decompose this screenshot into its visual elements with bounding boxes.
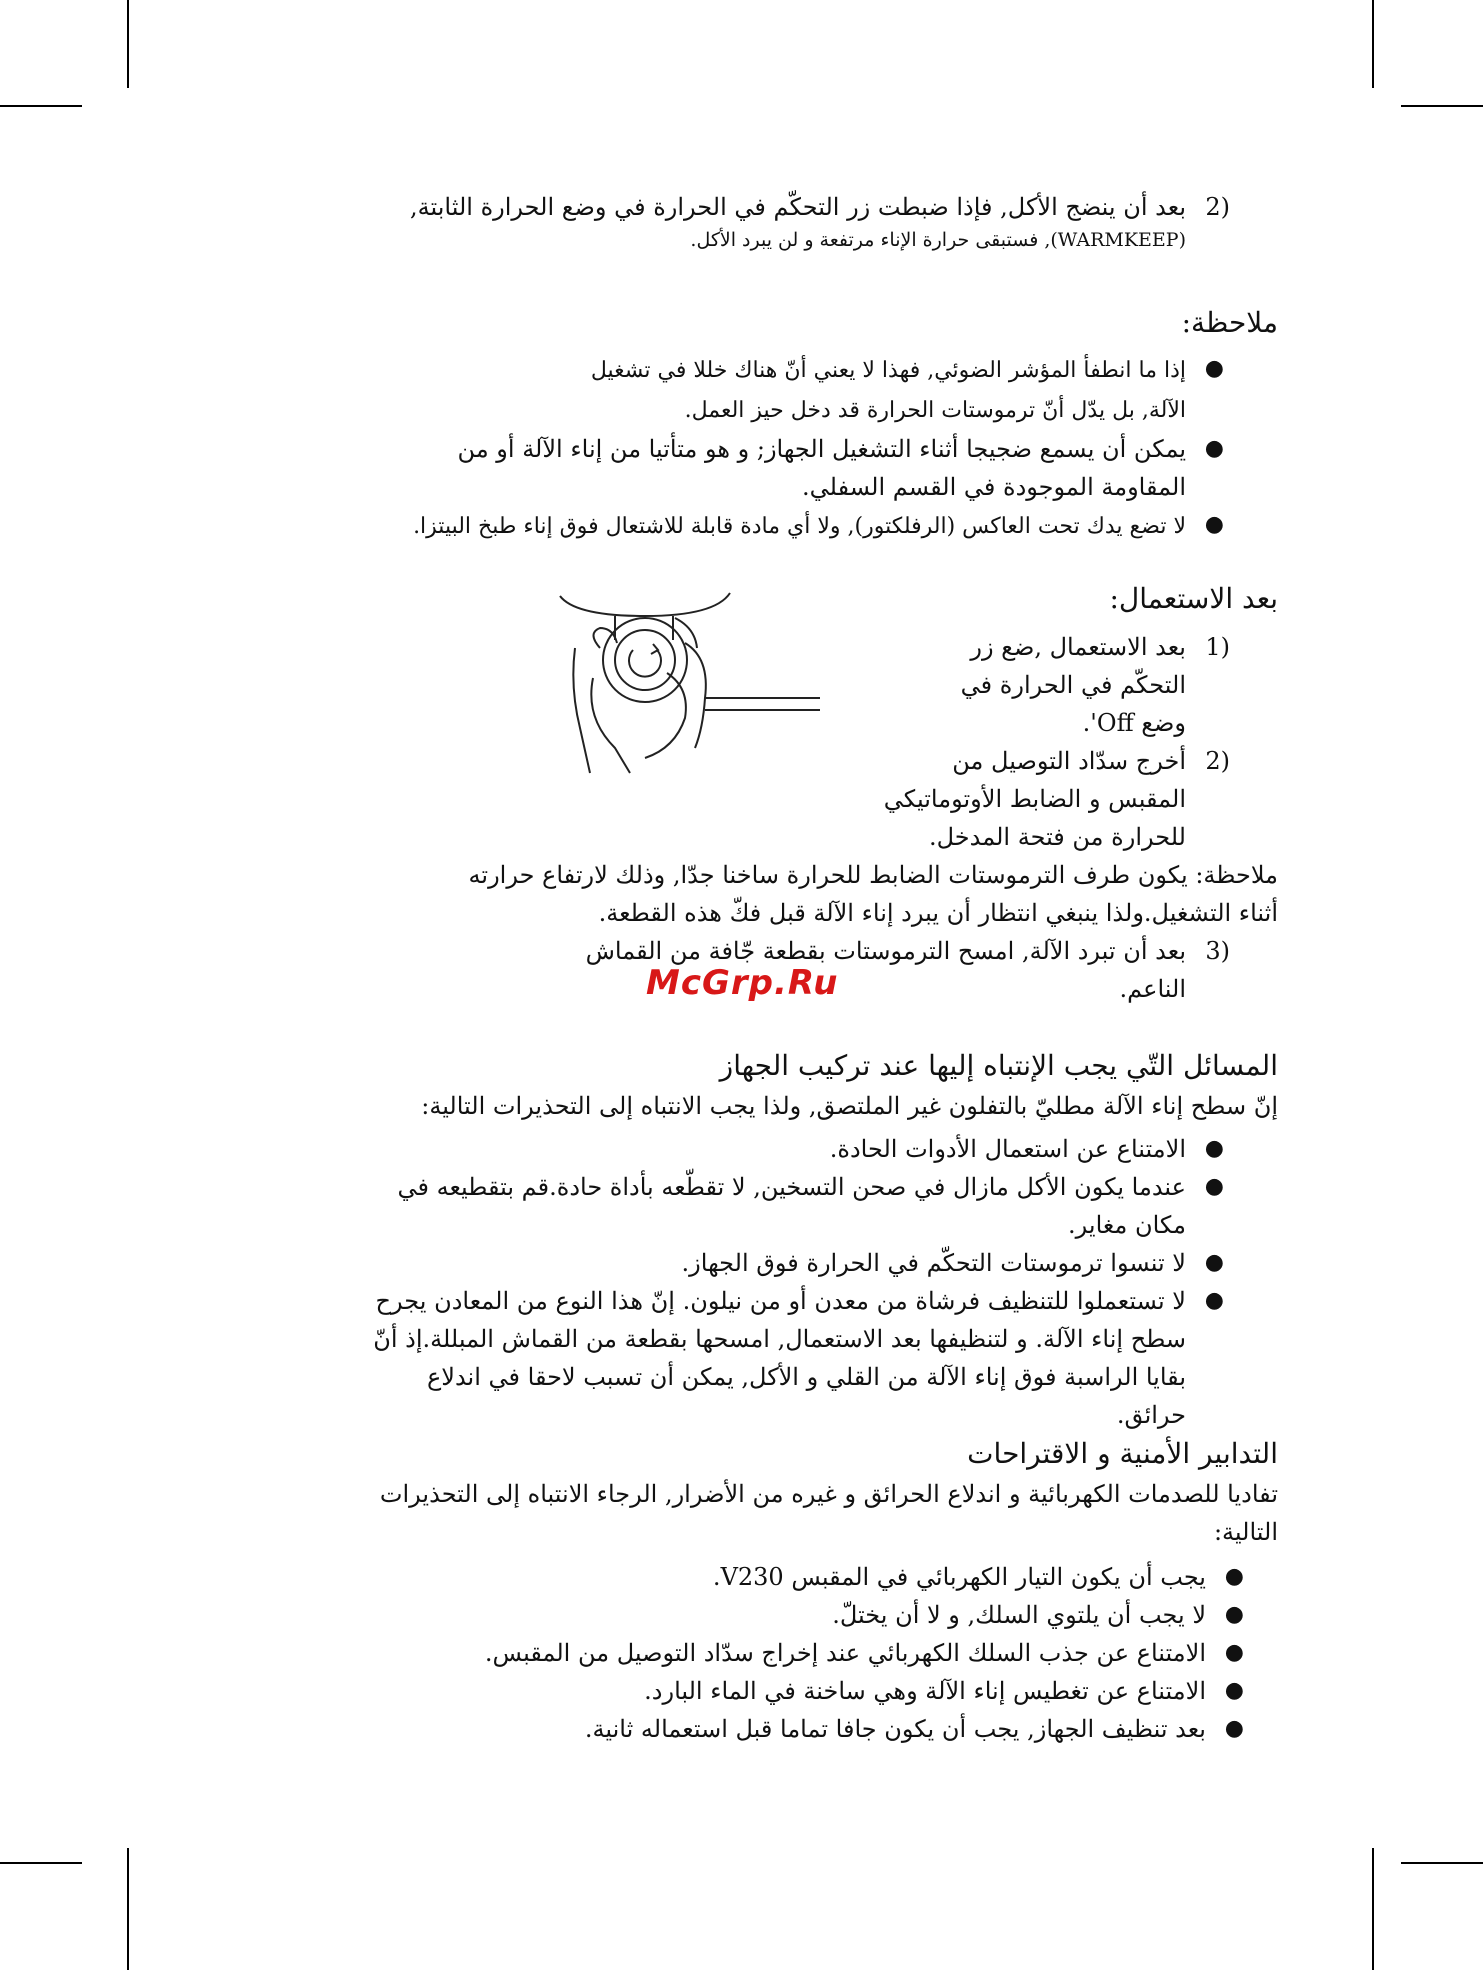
safety-bullet: ● الامتناع عن تغطيس إناء الآلة وهي ساخنة في الماء البارد. (410, 1672, 1250, 1710)
install-bullet: ● الامتناع عن استعمال الأدوات الحادة. (370, 1130, 1230, 1168)
crop-mark-top-right (1372, 0, 1374, 88)
after-use-steps (870, 628, 1230, 856)
note-bullet (370, 506, 1230, 546)
bullet-glyph: ● (1224, 1602, 1244, 1627)
crop-mark-top-left (127, 0, 129, 88)
bullet-glyph: ● (1204, 1288, 1224, 1313)
safety-bullet: ● يجب أن يكون التيار الكهربائي في المقبس V230. (410, 1558, 1250, 1596)
after-use-section (778, 578, 1278, 620)
after-use-step-1: 1) بعد الاستعمال ,ضع زر التحكّم في الحرارة في وضع Off'. (870, 628, 1230, 742)
after-use-note (378, 856, 1278, 932)
note-bullet (386, 430, 1230, 506)
bullet-glyph: ● (1204, 1250, 1224, 1275)
note-bullet-text: إذا ما انطفأ المؤشر الضوئي, فهذا لا يعني أنّ هناك خللا في تشغيل الآلة, بل يدّل أنّ ترموستات الحرارة قد دخل حيز العمل. (590, 358, 1186, 423)
note-bullet-text: يمكن أن يسمع ضجيجا أثناء التشغيل الجهاز; و هو متأتيا من إناء الآلة أو من المقاومة الموجودة في القسم السفلي. (457, 435, 1186, 501)
step-number: 3) (1205, 937, 1230, 965)
note-section (378, 302, 1278, 344)
note-bullet-text: لا تضع يدك تحت العاكس (الرفلكتور), ولا أي مادة قابلة للاشتعال فوق إناء طبخ البيتزا. (413, 514, 1186, 539)
install-intro: إنّ سطح إناء الآلة مطليّ بالتفلون غير الملتصق, ولذا يجب الانتباه إلى التحذيرات التالية: (421, 1092, 1278, 1120)
crop-mark-bottom-left-h (0, 1862, 82, 1864)
item-2-line2: (WARMKEEP), فستبقى حرارة الإناء مرتفعة و لن يبرد الأكل. (690, 229, 1186, 251)
after-use-step-3: 3) بعد أن تبرد الآلة, امسح الترموستات بقطعة جّافة من القماش الناعم. (530, 932, 1230, 1008)
crop-mark-bottom-right-h (1401, 1862, 1483, 1864)
step-number: 2) (1205, 747, 1230, 775)
item-2-line1: بعد أن ينضج الأكل, فإذا ضبطت زر التحكّم في الحرارة في وضع الحرارة الثابتة, (409, 193, 1186, 221)
safety-heading: التدابير الأمنية و الاقتراحات (967, 1437, 1278, 1470)
note-bullet (546, 350, 1230, 430)
after-use-note-line1: ملاحظة: يكون طرف الترموستات الضابط للحرارة ساخنا جدّا, وذلك لارتفاع حرارته (468, 861, 1278, 889)
item-2-top (350, 188, 1230, 254)
bullet-glyph: ● (1224, 1716, 1244, 1741)
after-use-note-line2: أثناء التشغيل.ولذا ينبغي انتظار أن يبرد إناء الآلة قبل فكّ هذه القطعة. (598, 899, 1278, 927)
safety-bullets (410, 1558, 1250, 1748)
crop-mark-bottom-right (1372, 1848, 1374, 1970)
safety-section (378, 1433, 1278, 1551)
bullet-glyph: ● (1204, 1174, 1224, 1199)
bullet-glyph: ● (1204, 512, 1224, 537)
safety-bullet: ● بعد تنظيف الجهاز, يجب أن يكون جافا تماما قبل استعماله ثانية. (410, 1710, 1250, 1748)
step-number: 1) (1205, 633, 1230, 661)
install-heading: المسائل التّي يجب الإنتباه إليها عند تركيب الجهاز (719, 1049, 1278, 1082)
bullet-glyph: ● (1204, 356, 1224, 381)
watermark: McGrp.Ru (646, 963, 839, 1003)
crop-mark-top-right-h (1401, 105, 1483, 107)
crop-mark-bottom-left (127, 1848, 129, 1970)
note-bullets (370, 350, 1230, 546)
bullet-glyph: ● (1224, 1564, 1244, 1589)
safety-intro: تفاديا للصدمات الكهربائية و اندلاع الحرائق و غيره من الأضرار, الرجاء الانتباه إلى التحذيرات التالية: (379, 1480, 1278, 1546)
knob-hand-illustration (555, 588, 825, 788)
item-number: 2) (1205, 193, 1230, 221)
safety-bullet: ● الامتناع عن جذب السلك الكهربائي عند إخراج سدّاد التوصيل من المقبس. (410, 1634, 1250, 1672)
crop-mark-top-left-h (0, 105, 82, 107)
bullet-glyph: ● (1204, 1136, 1224, 1161)
after-use-heading: بعد الاستعمال: (1109, 582, 1278, 615)
after-use-step-2: 2) أخرج سدّاد التوصيل من المقبس و الضابط الأوتوماتيكي للحرارة من فتحة المدخل. (870, 742, 1230, 856)
bullet-glyph: ● (1224, 1678, 1244, 1703)
install-bullet: ● عندما يكون الأكل مازال في صحن التسخين, لا تقطّعه بأداة حادة.قم بتقطيعه في مكان مغاير. (370, 1168, 1230, 1244)
install-bullets (370, 1130, 1230, 1434)
note-heading: ملاحظة: (1181, 306, 1278, 339)
install-bullet: ● لا تنسوا ترموستات التحكّم في الحرارة فوق الجهاز. (370, 1244, 1230, 1282)
install-bullet: ● لا تستعملوا للتنظيف فرشاة من معدن أو من نيلون. إنّ هذا النوع من المعادن يجرح سطح إناء الآلة. و لتنظيفها بعد الاستعمال, امسحها بقطعة من القماش المبللة.إذ أنّ بقايا الراسبة فوق إناء الآلة من القلي و الأكل, يمكن أن تسبب لاحقا في اندلاع حرائق. (370, 1282, 1230, 1434)
install-section (378, 1045, 1278, 1125)
bullet-glyph: ● (1224, 1640, 1244, 1665)
safety-bullet: ● لا يجب أن يلتوي السلك, و لا أن يختلّ. (410, 1596, 1250, 1634)
bullet-glyph: ● (1204, 436, 1224, 461)
